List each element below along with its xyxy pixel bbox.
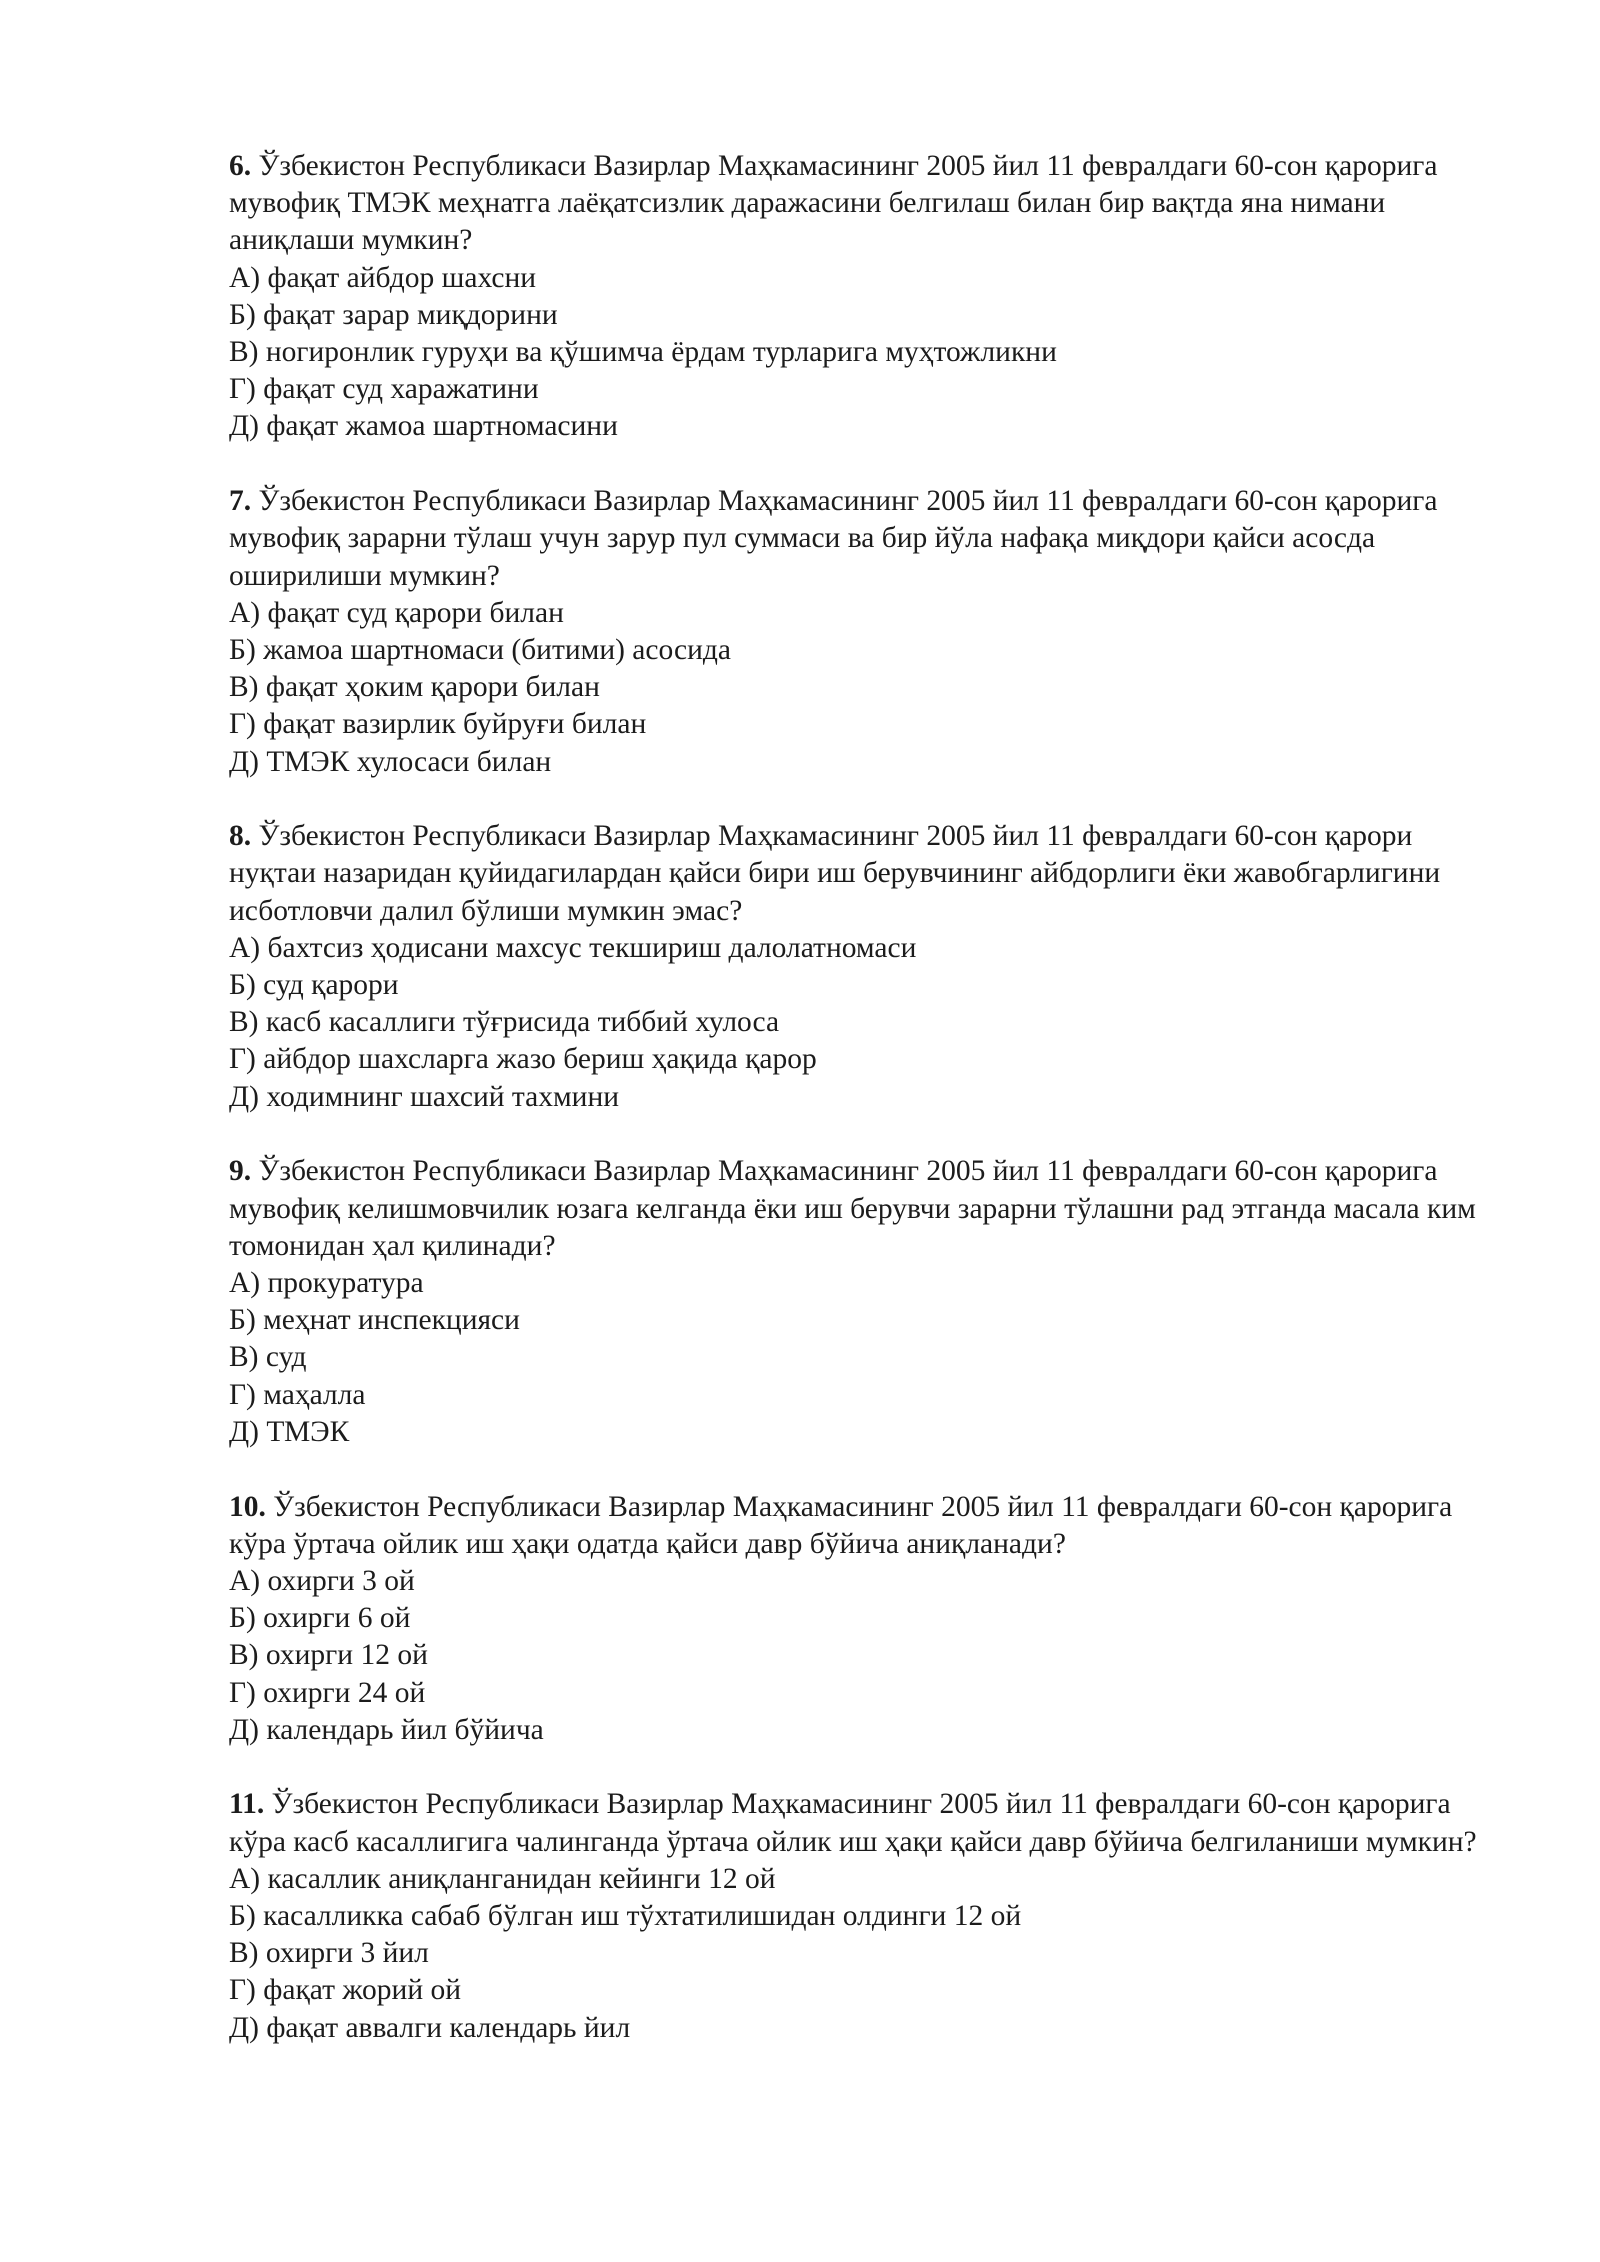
- answer-option-g: Г) фақат суд харажатини: [229, 373, 539, 406]
- question-number: 7.: [229, 485, 252, 518]
- answer-option-v: В) фақат ҳоким қарори билан: [229, 671, 600, 704]
- question-body: Ўзбекистон Республикаси Вазирлар Маҳкамасининг 2005 йил 11 февралдаги 60-сон қарорига мувофиқ ТМЭК меҳнатга лаёқатсизлик даражасини белгилаш билан бир вақтда яна нимани аниқлаши мумкин?: [229, 150, 1438, 257]
- question-number: 10.: [229, 1490, 266, 1523]
- answer-options: [229, 260, 1480, 446]
- answer-option-a: А) касаллик аниқланганидан кейинги 12 ой: [229, 1862, 776, 1895]
- answer-option-a: А) охирги 3 ой: [229, 1564, 415, 1597]
- answer-option-b: Б) меҳнат инспекцияси: [229, 1304, 520, 1337]
- question-7: [229, 483, 1480, 781]
- answer-option-v: В) ногиронлик гуруҳи ва қўшимча ёрдам турларига муҳтожликни: [229, 336, 1057, 369]
- answer-option-a: А) фақат айбдор шахсни: [229, 261, 537, 294]
- answer-option-a: А) фақат суд қарори билан: [229, 596, 564, 629]
- question-11: [229, 1786, 1480, 2046]
- question-number: 11.: [229, 1788, 265, 1821]
- answer-option-g: Г) фақат жорий ой: [229, 1974, 462, 2007]
- question-body: Ўзбекистон Республикаси Вазирлар Маҳкамасининг 2005 йил 11 февралдаги 60-сон қарорига мувофиқ келишмовчилик юзага келганда ёки иш берувчи зарарни тўлашни рад этганда масала ким томонидан ҳал қилинади?: [229, 1155, 1476, 1262]
- answer-option-g: Г) маҳалла: [229, 1378, 366, 1411]
- answer-option-d: Д) ТМЭК: [229, 1415, 350, 1448]
- question-text: [229, 148, 1479, 260]
- question-body: Ўзбекистон Республикаси Вазирлар Маҳкамасининг 2005 йил 11 февралдаги 60-сон қарорига кўра касб касаллигига чалинганда ўртача ойлик иш ҳақи қайси давр бўйича белгиланиши мумкин?: [229, 1788, 1477, 1858]
- answer-options: [229, 1861, 1480, 2047]
- answer-option-b: Б) касалликка сабаб бўлган иш тўхтатилишидан олдинги 12 ой: [229, 1900, 1022, 1933]
- question-body: Ўзбекистон Республикаси Вазирлар Маҳкамасининг 2005 йил 11 февралдаги 60-сон қарорига мувофиқ зарарни тўлаш учун зарур пул суммаси ва бир йўла нафақа миқдори қайси асосда оширилиши мумкин?: [229, 485, 1438, 592]
- answer-option-v: В) касб касаллиги тўғрисида тиббий хулоса: [229, 1006, 780, 1039]
- question-8: [229, 818, 1480, 1116]
- answer-option-b: Б) суд қарори: [229, 969, 399, 1002]
- answer-options: [229, 930, 1480, 1116]
- question-9: [229, 1153, 1480, 1451]
- answer-option-a: А) бахтсиз ҳодисани махсус текшириш далолатномаси: [229, 931, 917, 964]
- question-number: 8.: [229, 820, 252, 853]
- question-text: [229, 818, 1479, 930]
- question-body: Ўзбекистон Республикаси Вазирлар Маҳкамасининг 2005 йил 11 февралдаги 60-сон қарорига кўра ўртача ойлик иш ҳақи одатда қайси давр бўйича аниқланади?: [229, 1490, 1453, 1560]
- question-number: 6.: [229, 150, 252, 182]
- answer-option-a: А) прокуратура: [229, 1266, 424, 1299]
- answer-option-d: Д) календарь йил бўйича: [229, 1713, 544, 1746]
- answer-options: [229, 595, 1480, 781]
- answer-options: [229, 1563, 1480, 1749]
- answer-option-v: В) суд: [229, 1341, 307, 1374]
- answer-option-g: Г) айбдор шахсларга жазо бериш ҳақида қарор: [229, 1043, 817, 1076]
- answer-option-v: В) охирги 3 йил: [229, 1937, 429, 1970]
- answer-option-d: Д) ТМЭК хулосаси билан: [229, 745, 552, 778]
- answer-option-d: Д) ходимнинг шахсий тахмини: [229, 1080, 620, 1113]
- question-text: [229, 1786, 1479, 1860]
- question-text: [229, 1153, 1479, 1265]
- answer-option-b: Б) охирги 6 ой: [229, 1602, 411, 1635]
- answer-option-d: Д) фақат жамоа шартномасини: [229, 410, 618, 443]
- answer-option-b: Б) жамоа шартномаси (битими) асосида: [229, 633, 731, 666]
- question-number: 9.: [229, 1155, 252, 1188]
- question-6: [229, 148, 1480, 446]
- answer-option-g: Г) охирги 24 ой: [229, 1676, 426, 1709]
- question-body: Ўзбекистон Республикаси Вазирлар Маҳкамасининг 2005 йил 11 февралдаги 60-сон қарори нуқтаи назаридан қуйидагилардан қайси бири иш берувчининг айбдорлиги ёки жавобгарлигини исботловчи далил бўлиши мумкин эмас?: [229, 820, 1441, 927]
- answer-option-v: В) охирги 12 ой: [229, 1639, 428, 1672]
- answer-option-d: Д) фақат аввалги календарь йил: [229, 2011, 631, 2044]
- question-10: [229, 1489, 1480, 1749]
- question-text: [229, 483, 1479, 595]
- question-text: [229, 1489, 1479, 1563]
- answer-option-b: Б) фақат зарар миқдорини: [229, 298, 558, 331]
- answer-option-g: Г) фақат вазирлик буйруғи билан: [229, 708, 647, 741]
- answer-options: [229, 1265, 1480, 1451]
